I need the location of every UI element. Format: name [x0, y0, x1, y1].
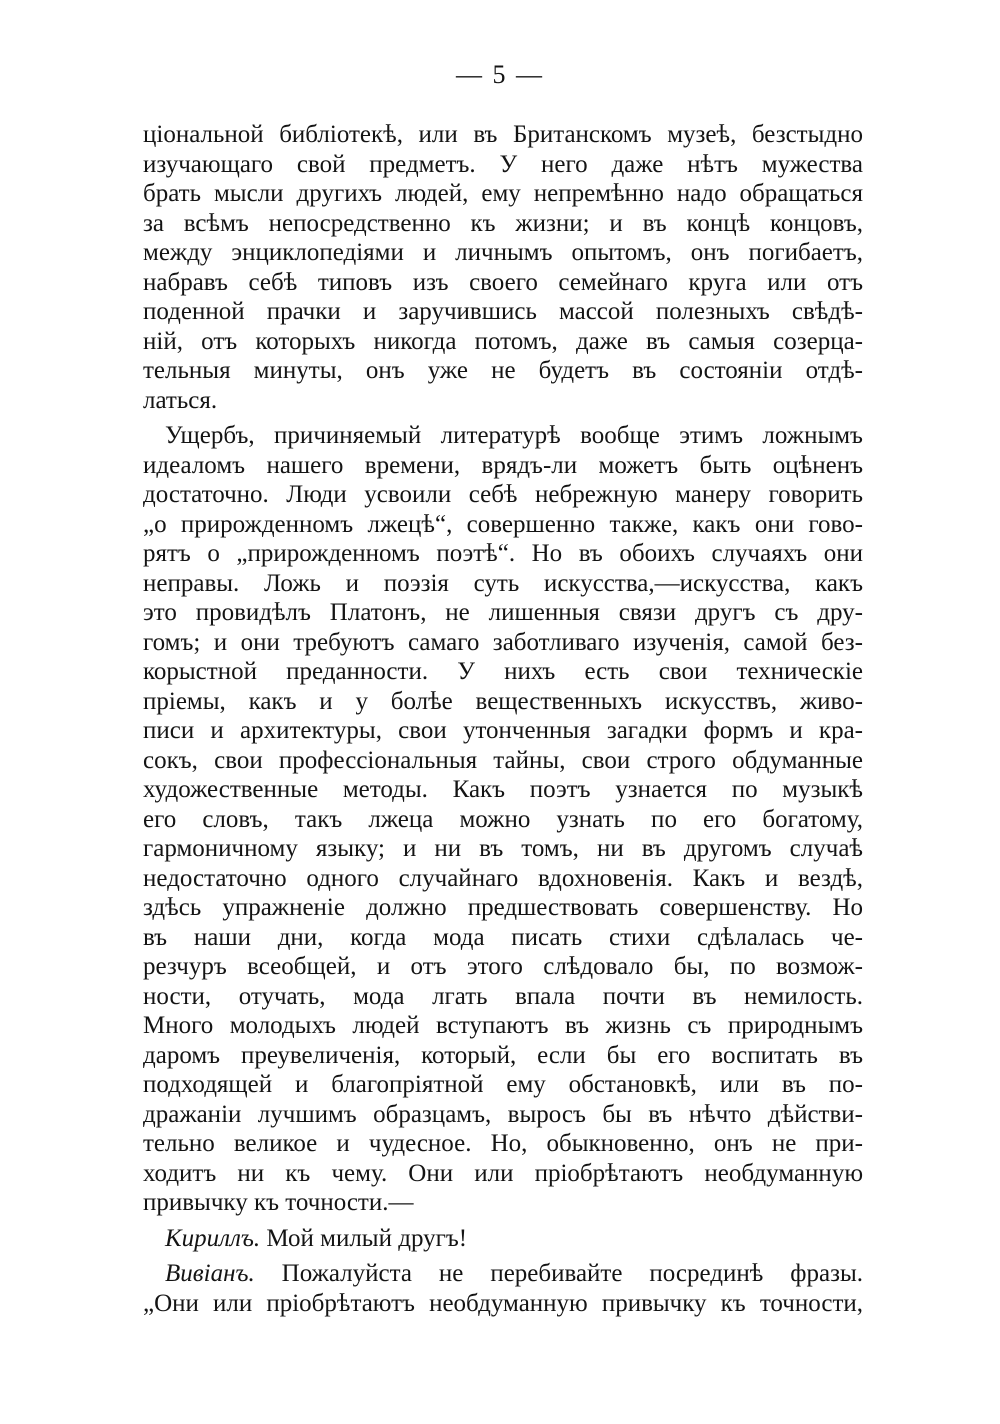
text-line: тельныя минуты, онъ уже не будетъ въ состояніи отдѣ- — [143, 357, 863, 384]
text-line: пріемы, какъ и у болѣе вещественныхъ искусствъ, живо- — [143, 687, 863, 715]
speaker-name: Кириллъ. — [165, 1224, 261, 1252]
text-line: даромъ преувеличенія, который, если бы его воспитать въ — [143, 1041, 863, 1069]
text-line: гармоничному языку; и ни въ томъ, ни въ другомъ случаѣ — [143, 835, 863, 862]
dialogue-text: Мой милый другъ! — [260, 1224, 468, 1252]
text-line: набравъ себѣ типовъ изъ своего семейнаго круга или отъ — [143, 268, 863, 296]
text-line: поденной прачки и заручившись массой полезныхъ свѣдѣ- — [143, 298, 863, 325]
text-line: писи и архитектуры, свои утонченныя загадки формъ и кра- — [143, 717, 863, 744]
text-line: здѣсь упражненіе должно предшествовать совершенству. Но — [143, 894, 863, 921]
text-line: между энциклопедіями и личнымъ опытомъ, онъ погибаетъ, — [143, 239, 863, 266]
text-line: ній, отъ которыхъ никогда потомъ, даже въ самыя созерца- — [143, 327, 863, 355]
text-line: его словъ, такъ лжеца можно узнать по его богатому, — [143, 805, 863, 833]
text-line: изучающаго свой предметъ. У него даже нѣтъ мужества — [143, 150, 863, 178]
dialogue-text: Пожалуйста не перебивайте посрединѣ фразы. — [254, 1260, 863, 1287]
text-line: корыстной преданности. У нихъ есть свои техническіе — [143, 658, 863, 685]
dialogue-line — [143, 1224, 863, 1254]
text-line: въ наши дни, когда мода писать стихи сдѣлалась че- — [143, 923, 863, 951]
text-line: „о прирожденномъ лжецѣ“, совершенно также, какъ они гово- — [143, 510, 863, 538]
text-line: достаточно. Люди усвоили себѣ небрежную манеру говорить — [143, 481, 863, 508]
text-line: латься. — [143, 386, 218, 414]
text-line: сокъ, свои профессіональныя тайны, свои строго обдуманные — [143, 746, 863, 774]
text-line: это провидѣлъ Платонъ, не лишенныя связи другъ съ дру- — [143, 599, 863, 626]
text-line: неправы. Ложь и поэзія суть искусства,—искусства, какъ — [143, 569, 863, 597]
text-line: гомъ; и они требуютъ самаго заботливаго изученія, самой без- — [143, 628, 863, 656]
text-line: идеаломъ нашего времени, врядъ-ли можетъ быть оцѣненъ — [143, 451, 863, 479]
text-line: рятъ о „прирожденномъ поэтѣ“. Но въ обоихъ случаяхъ они — [143, 540, 863, 567]
text-line: недостаточно одного случайнаго вдохновенія. Какъ и вездѣ, — [143, 864, 863, 892]
text-line: дражаніи лучшимъ образцамъ, выросъ бы въ нѣчто дѣйстви- — [143, 1100, 863, 1128]
dialogue-line — [143, 1259, 863, 1289]
text-line: Ущербъ, причиняемый литературѣ вообще этимъ ложнымъ — [165, 422, 863, 449]
text-line: Много молодыхъ людей вступаютъ въ жизнь съ природнымъ — [143, 1012, 863, 1039]
text-line: художественные методы. Какъ поэтъ узнается по музыкѣ — [143, 776, 863, 803]
text-line: подходящей и благопріятной ему обстановкѣ, или въ по- — [143, 1071, 863, 1098]
page-number: — 5 — — [456, 60, 544, 89]
text-line: тельно великое и чудесное. Но, обыкновенно, онъ не при- — [143, 1130, 863, 1157]
speaker-name: Вивіанъ. — [165, 1260, 255, 1287]
text-line: ходитъ ни къ чему. Они или пріобрѣтаютъ необдуманную — [143, 1159, 863, 1187]
body-text — [143, 120, 863, 1318]
text-line: ціональной библіотекѣ, или въ Британскомъ музеѣ, безстыдно — [143, 121, 863, 148]
text-line: резчуръ всеобщей, и отъ этого слѣдовало бы, по возмож- — [143, 953, 863, 980]
text-line: привычку къ точности.— — [143, 1189, 414, 1216]
text-line: ности, отучать, мода лгать впала почти въ немилость. — [143, 982, 863, 1010]
text-line: за всѣмъ непосредственно къ жизни; и въ концѣ концовъ, — [143, 209, 863, 237]
text-line: „Они или пріобрѣтаютъ необдуманную привычку къ точности, — [143, 1289, 863, 1317]
text-line: брать мысли другихъ людей, ему непремѣнно надо обращаться — [143, 180, 863, 207]
